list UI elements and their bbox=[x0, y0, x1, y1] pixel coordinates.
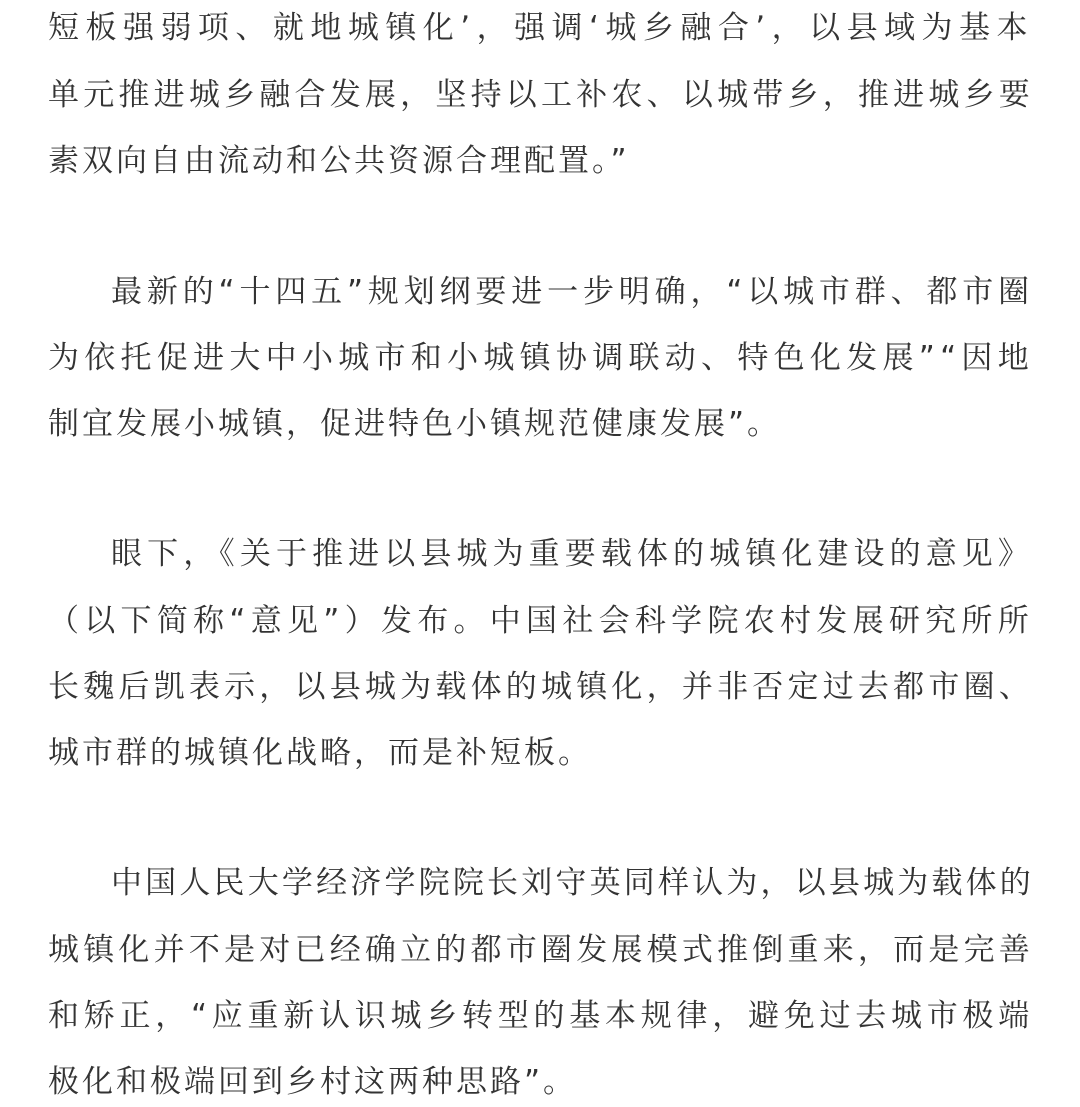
paragraph-2-line-3: 制宜发展小城镇，促进特色小镇规范健康发展”。 bbox=[48, 406, 782, 442]
paragraph-4-line-1: 中国人民大学经济学院院长刘守英同样认为，以县城为载体的 bbox=[111, 865, 1034, 901]
paragraph-3-line-4: 城市群的城镇化战略，而是补短板。 bbox=[48, 735, 592, 771]
paragraph-2-line-2: 为依托促进大中小城市和小城镇协调联动、特色化发展”“因地 bbox=[48, 340, 1034, 376]
paragraph-3-line-3: 长魏后凯表示，以县城为载体的城镇化，并非否定过去都市圈、 bbox=[48, 669, 1034, 705]
paragraph-4-line-4: 极化和极端回到乡村这两种思路”。 bbox=[48, 1064, 578, 1100]
paragraph-1-line-2: 单元推进城乡融合发展，坚持以工补农、以城带乡，推进城乡要 bbox=[48, 77, 1034, 113]
paragraph-4-line-2: 城镇化并不是对已经确立的都市圈发展模式推倒重来，而是完善 bbox=[48, 932, 1034, 968]
paragraph-2-line-1: 最新的“十四五”规划纲要进一步明确，“以城市群、都市圈 bbox=[111, 274, 1034, 310]
paragraph-1-line-1: 短板强弱项、就地城镇化’，强调‘城乡融合’，以县域为基本 bbox=[48, 10, 1034, 46]
paragraph-1-line-3: 素双向自由流动和公共资源合理配置。” bbox=[48, 143, 630, 179]
paragraph-4-line-3: 和矫正，“应重新认识城乡转型的基本规律，避免过去城市极端 bbox=[48, 998, 1034, 1034]
paragraph-3-line-2: （以下简称“意见”）发布。中国社会科学院农村发展研究所所 bbox=[48, 603, 1034, 639]
paragraph-3-line-1: 眼下，《关于推进以县城为重要载体的城镇化建设的意见》 bbox=[111, 536, 1034, 572]
